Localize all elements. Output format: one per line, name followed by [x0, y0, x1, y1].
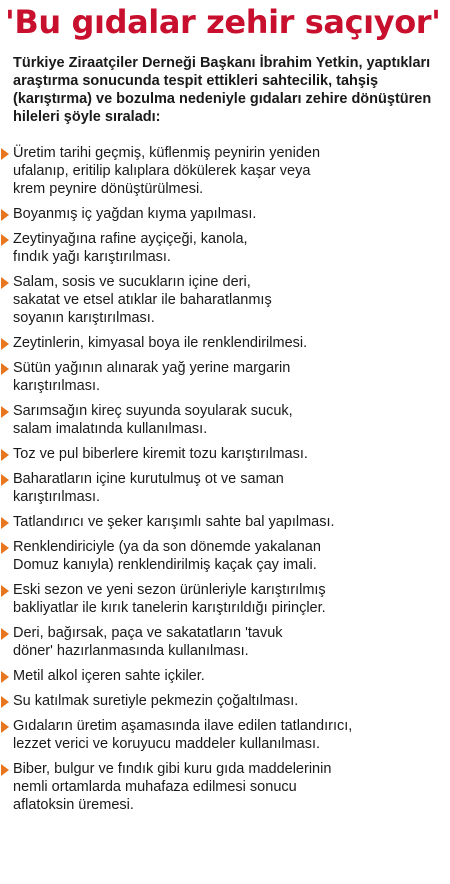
- list-item: [0, 692, 443, 710]
- list-item-line: ufalanıp, eritilip kalıplara dökülerek kaşar veya: [13, 163, 311, 179]
- orange-arrow-icon: [1, 721, 9, 733]
- orange-arrow-icon: [1, 406, 9, 418]
- list-item-line: Boyanmış iç yağdan kıyma yapılması.: [13, 206, 257, 222]
- orange-arrow-icon: [1, 696, 9, 708]
- list-item-line: Eski sezon ve yeni sezon ürünleriyle karıştırılmış: [13, 582, 326, 598]
- list-item-line: Zeytinlerin, kimyasal boya ile renklendirilmesi.: [13, 335, 308, 351]
- list-item-line: Zeytinyağına rafine ayçiçeği, kanola,: [13, 231, 248, 247]
- orange-arrow-icon: [1, 542, 9, 554]
- orange-arrow-icon: [1, 338, 9, 350]
- list-item-line: Tatlandırıcı ve şeker karışımlı sahte bal yapılması.: [13, 514, 335, 530]
- list-item: [0, 334, 443, 352]
- orange-arrow-icon: [1, 585, 9, 597]
- orange-arrow-icon: [1, 277, 9, 289]
- list-item: [0, 513, 443, 531]
- list-item-line: aflatoksin üremesi.: [13, 797, 134, 813]
- list-item: [0, 445, 443, 463]
- list-item: [0, 624, 443, 660]
- list-item-line: karıştırılması.: [13, 489, 101, 505]
- list-item: [0, 470, 443, 506]
- list-item: [0, 144, 443, 198]
- list-item-line: krem peynire dönüştürülmesi.: [13, 181, 204, 197]
- list-item-line: sakatat ve etsel atıklar ile baharatlanmış: [13, 292, 272, 308]
- list-item-line: fındık yağı karıştırılması.: [13, 249, 171, 265]
- list-item: [0, 667, 443, 685]
- list-item-line: Salam, sosis ve sucukların içine deri,: [13, 274, 251, 290]
- list-item: [0, 273, 443, 327]
- list-item-line: Sarımsağın kireç suyunda soyularak sucuk,: [13, 403, 293, 419]
- list-item: [0, 230, 443, 266]
- fraud-list: [0, 144, 450, 821]
- list-item-line: Sütün yağının alınarak yağ yerine margarin: [13, 360, 291, 376]
- headline: 'Bu gıdalar zehir saçıyor': [5, 3, 441, 41]
- orange-arrow-icon: [1, 148, 9, 160]
- list-item: [0, 760, 443, 814]
- list-item-line: lezzet verici ve koruyucu maddeler kullanılması.: [13, 736, 321, 752]
- list-item-line: Toz ve pul biberlere kiremit tozu karıştırılması.: [13, 446, 308, 462]
- orange-arrow-icon: [1, 517, 9, 529]
- list-item-line: Metil alkol içeren sahte içkiler.: [13, 668, 205, 684]
- orange-arrow-icon: [1, 628, 9, 640]
- orange-arrow-icon: [1, 234, 9, 246]
- list-item-line: Baharatların içine kurutulmuş ot ve saman: [13, 471, 284, 487]
- list-item: [0, 402, 443, 438]
- list-item-line: Üretim tarihi geçmiş, küflenmiş peynirin yeniden: [13, 145, 321, 161]
- orange-arrow-icon: [1, 474, 9, 486]
- list-item-line: bakliyatlar ile kırık tanelerin karıştırıldığı pirinçler.: [13, 600, 326, 616]
- intro-paragraph: Türkiye Ziraatçiler Derneği Başkanı İbrahim Yetkin, yaptıkları araştırma sonucunda tespit ettikleri sahtecilik, tahşiş (karıştırma) ve bozulma nedeniyle gıdaları zehire dönüştüren hileleri şöyle sıraladı:: [13, 55, 432, 125]
- list-item-line: Renklendiriciyle (ya da son dönemde yakalanan: [13, 539, 321, 555]
- list-item: [0, 581, 443, 617]
- orange-arrow-icon: [1, 671, 9, 683]
- list-item: [0, 538, 443, 574]
- list-item-line: Gıdaların üretim aşamasında ilave edilen tatlandırıcı,: [13, 718, 353, 734]
- list-item-line: salam imalatında kullanılması.: [13, 421, 208, 437]
- orange-arrow-icon: [1, 209, 9, 221]
- list-item-line: Domuz kanıyla) renklendirilmiş kaçak çay imali.: [13, 557, 317, 573]
- list-item-line: soyanın karıştırılması.: [13, 310, 155, 326]
- list-item: [0, 359, 443, 395]
- orange-arrow-icon: [1, 764, 9, 776]
- list-item: [0, 717, 443, 753]
- list-item-line: döner' hazırlanmasında kullanılması.: [13, 643, 249, 659]
- list-item-line: Su katılmak suretiyle pekmezin çoğaltılması.: [13, 693, 299, 709]
- orange-arrow-icon: [1, 449, 9, 461]
- list-item: [0, 205, 443, 223]
- list-item-line: karıştırılması.: [13, 378, 101, 394]
- list-item-line: Deri, bağırsak, paça ve sakatatların 'tavuk: [13, 625, 283, 641]
- orange-arrow-icon: [1, 363, 9, 375]
- list-item-line: nemli ortamlarda muhafaza edilmesi sonucu: [13, 779, 297, 795]
- list-item-line: Biber, bulgur ve fındık gibi kuru gıda maddelerinin: [13, 761, 332, 777]
